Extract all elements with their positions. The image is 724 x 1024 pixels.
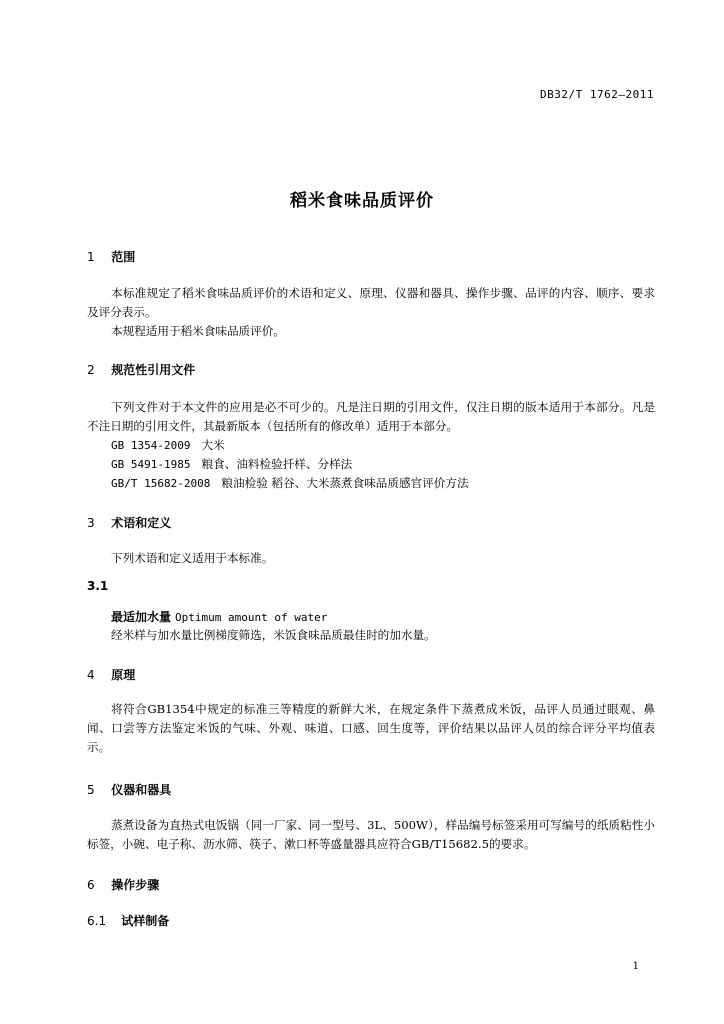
term-chinese: 最适加水量 — [111, 610, 172, 624]
section-number: 5 — [87, 783, 95, 797]
section-5-paragraph-1: 蒸煮设备为直热式电饭锅（同一厂家、同一型号、3L、500W），样品编号标签采用可写编号的纸质粘性小标签，小碗、电子称、沥水筛、筷子、漱口杯等盛量器具应符合GB/T15682.5的要求。 — [87, 818, 655, 851]
section-1-paragraph-1: 本标准规定了稻米食味品质评价的术语和定义、原理、仪器和器具、操作步骤、品评的内容、顺序、要求及评分表示。 — [87, 286, 655, 319]
section-number: 2 — [87, 363, 95, 377]
section-number: 6 — [87, 878, 95, 892]
section-6-heading — [87, 876, 159, 893]
term-english: Optimum amount of water — [175, 611, 328, 624]
document-title: 稻米食味品质评价 — [290, 191, 434, 211]
standard-code: DB32/T 1762—2011 — [540, 88, 654, 101]
section-title: 术语和定义 — [111, 516, 172, 530]
section-3-heading — [87, 514, 171, 531]
section-title: 仪器和器具 — [111, 783, 172, 797]
section-title: 原理 — [111, 668, 136, 682]
section-1-paragraph-2: 本规程适用于稻米食味品质评价。 — [111, 324, 285, 338]
subsection-number: 3.1 — [87, 579, 109, 593]
subsection-6-1-heading — [87, 912, 169, 929]
reference-item — [111, 474, 469, 493]
section-4-heading — [87, 666, 135, 683]
section-title: 规范性引用文件 — [111, 363, 196, 377]
section-number: 1 — [87, 250, 95, 264]
reference-item — [111, 455, 352, 474]
reference-name: 粮油检验 稻谷、大米蒸煮食味品质感官评价方法 — [221, 476, 469, 490]
reference-item — [111, 436, 225, 455]
section-number: 3 — [87, 516, 95, 530]
section-3-paragraph-1: 下列术语和定义适用于本标准。 — [111, 551, 274, 565]
section-number: 4 — [87, 668, 95, 682]
section-4-paragraph-1: 将符合GB1354中规定的标准三等精度的新鲜大米，在规定条件下蒸煮成米饭，品评人员通过眼观、鼻闻、口尝等方法鉴定米饭的气味、外观、味道、口感、回生度等，评价结果以品评人员的综合评分平均值表示。 — [87, 702, 655, 754]
subsection-title: 试样制备 — [121, 914, 170, 928]
reference-code: GB 1354-2009 — [111, 439, 191, 452]
term-entry — [111, 608, 327, 625]
reference-name: 粮食、油料检验扦样、分样法 — [201, 457, 353, 471]
subsection-3-1-heading — [87, 579, 108, 593]
section-2-paragraph-1: 下列文件对于本文件的应用是必不可少的。凡是注日期的引用文件，仅注日期的版本适用于本部分。凡是不注日期的引用文件，其最新版本（包括所有的修改单）适用于本部分。 — [87, 400, 655, 433]
section-title: 范围 — [111, 250, 136, 264]
term-definition: 经米样与加水量比例梯度筛选，米饭食味品质最佳时的加水量。 — [111, 628, 436, 642]
page-number: 1 — [632, 961, 639, 972]
section-5-heading — [87, 781, 171, 798]
reference-name: 大米 — [201, 438, 225, 452]
subsection-number: 6.1 — [87, 914, 107, 928]
section-2-heading — [87, 361, 195, 378]
reference-code: GB 5491-1985 — [111, 458, 191, 471]
section-title: 操作步骤 — [111, 878, 160, 892]
section-1-heading — [87, 248, 135, 265]
reference-code: GB/T 15682-2008 — [111, 477, 211, 490]
